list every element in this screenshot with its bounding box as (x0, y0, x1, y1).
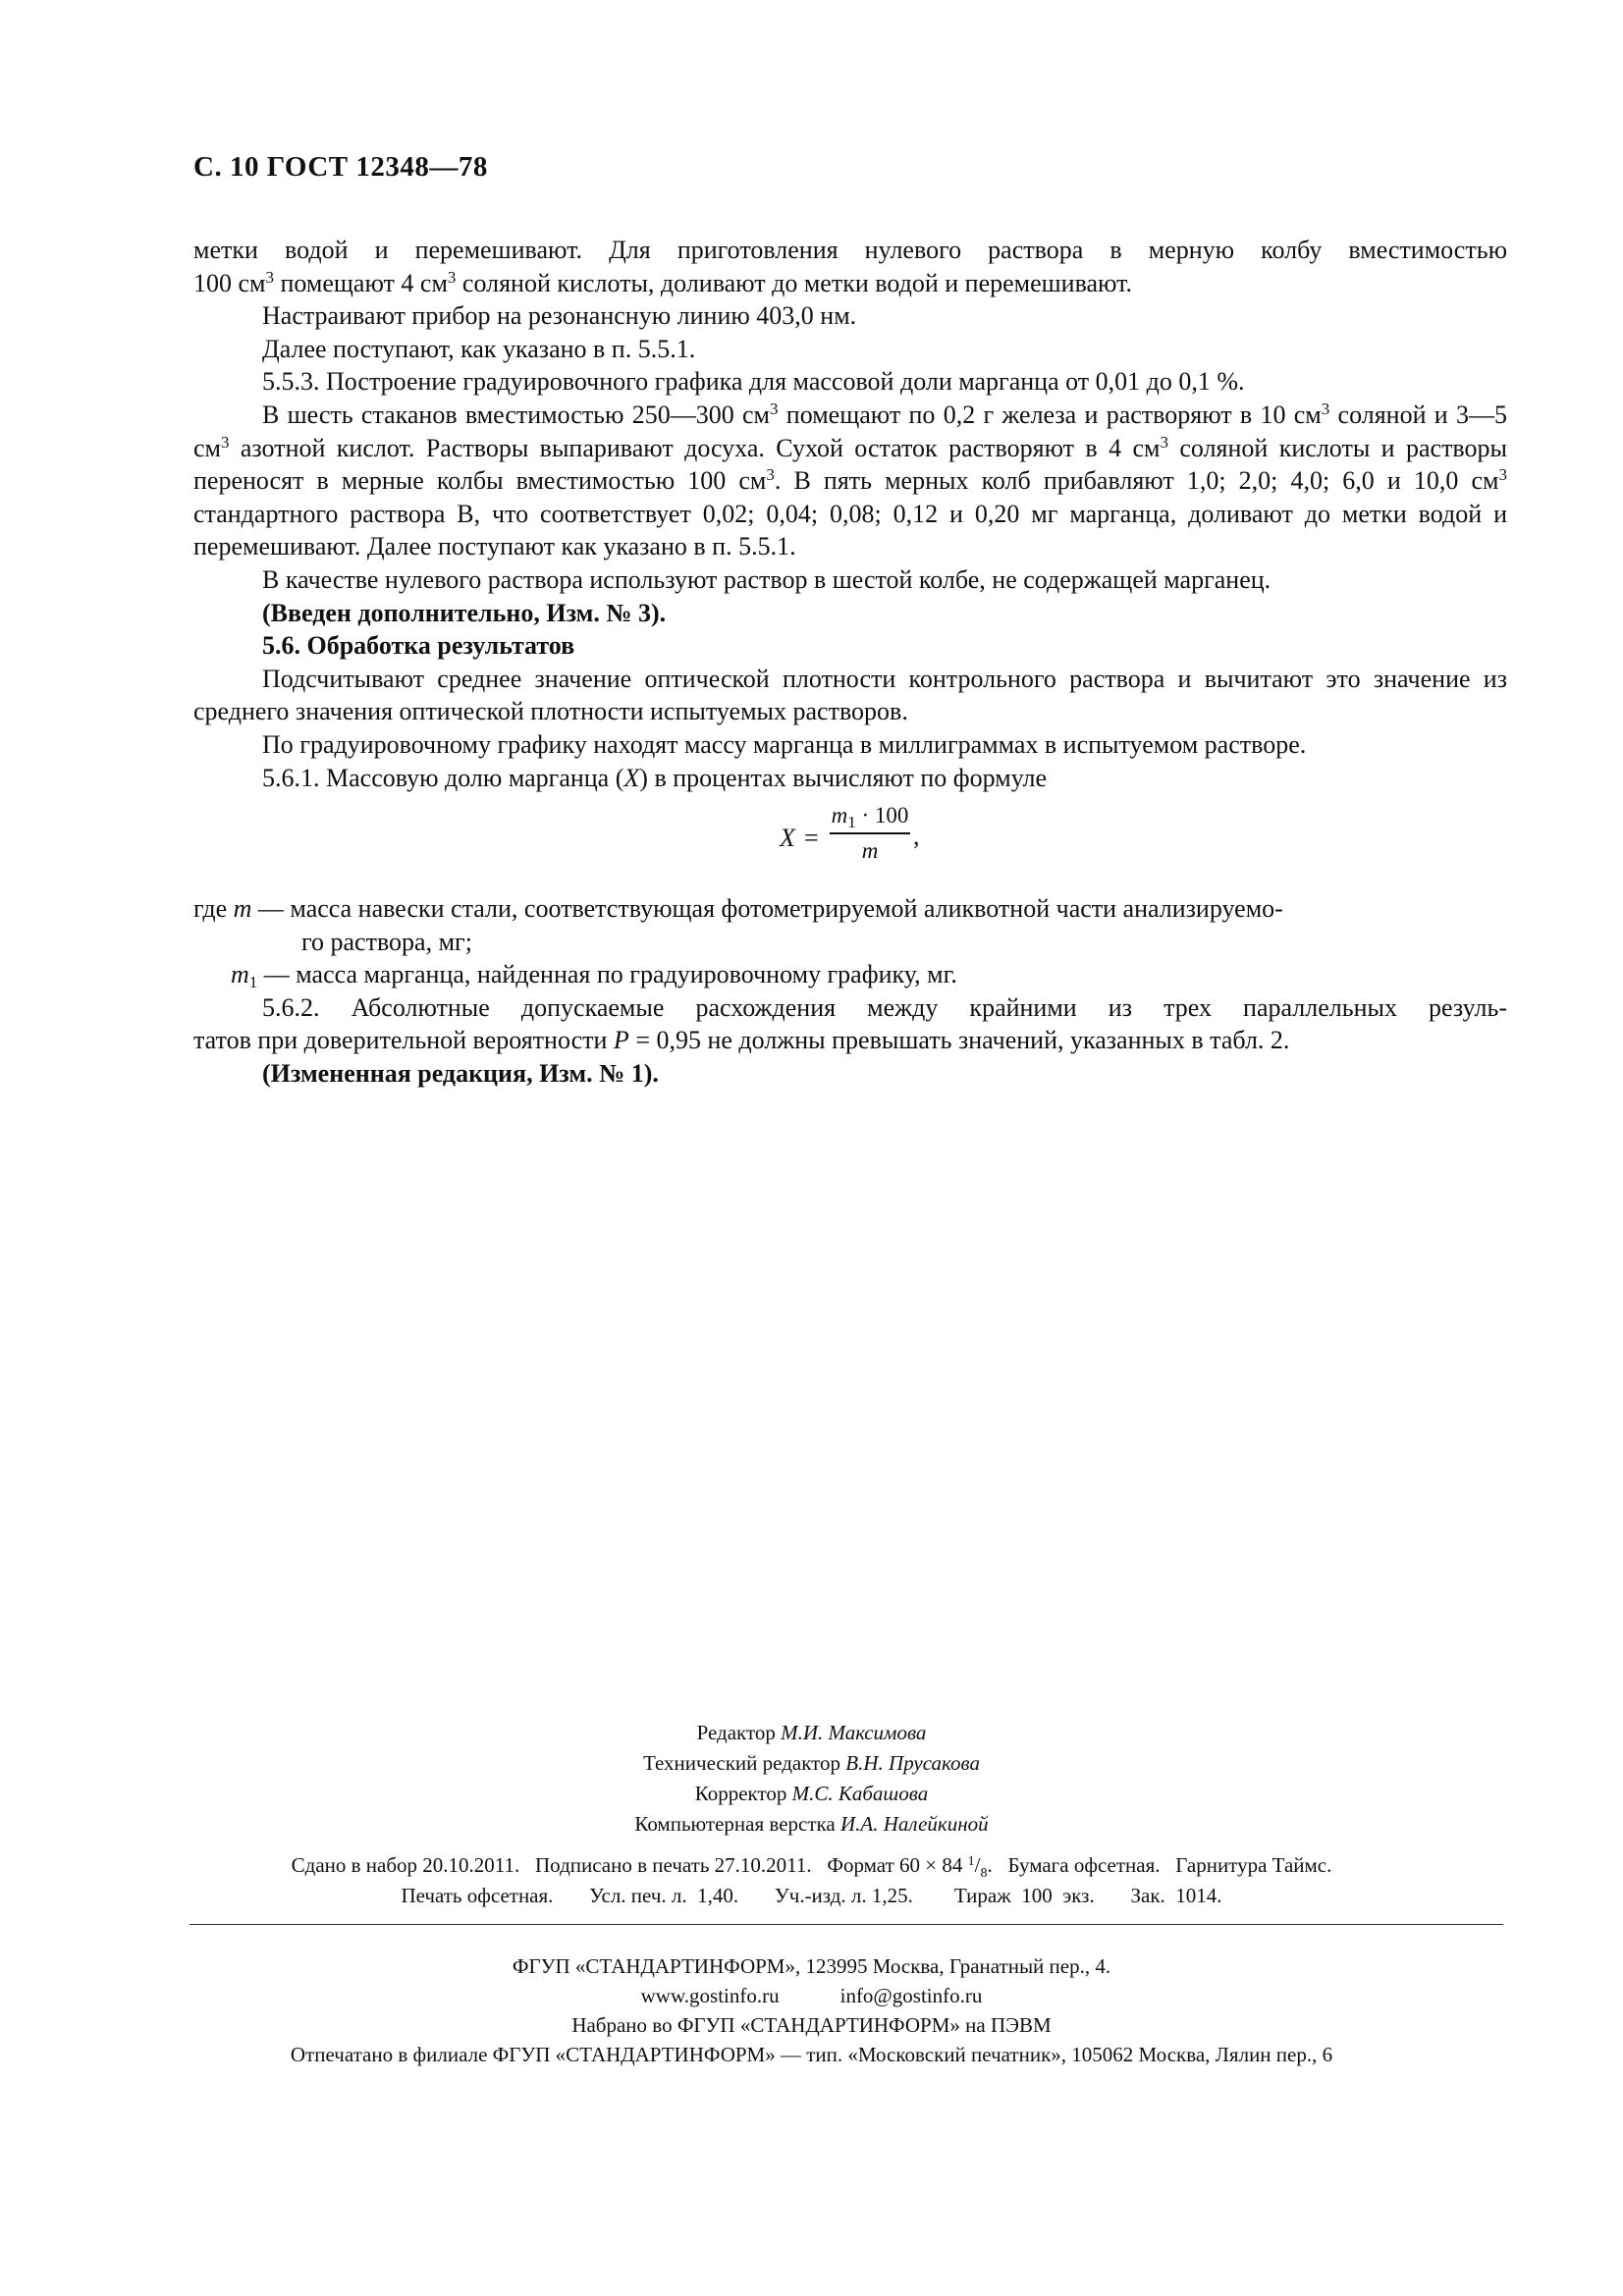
credit-tech-editor: Технический редактор В.Н. Прусакова (642, 1751, 981, 1775)
body-text (193, 234, 1507, 1091)
paragraph-next: Далее поступают, как указано в п. 5.5.1. (262, 334, 696, 363)
section-5-6-1: 5.6.1. Массовую долю марганца (X) в процентах вычисляют по формуле (262, 763, 1048, 792)
org-website: www.gostinfo.ru (640, 1984, 780, 2007)
amendment-note-3: (Введен дополнительно, Изм. № 3). (262, 598, 667, 627)
org-printed: Отпечатано в филиале ФГУП «СТАНДАРТИНФОРМ» — тип. «Московский печатник», 105062 Москва, Лялин пер., 6 (290, 2043, 1333, 2066)
where-m-definition: где m — масса навески стали, соответствующая фотометрируемой аликвотной части анализируемо- го раствора, мг; (193, 894, 1283, 956)
org-typeset: Набрано во ФГУП «СТАНДАРТИНФОРМ» на ПЭВМ (571, 2013, 1052, 2037)
publication-row-2: Печать офсетная. Усл. печ. л. 1,40. Уч.-изд. л. 1,25. Тираж 100 экз. Зак. 1014. (401, 1884, 1222, 1907)
paragraph-six-beakers: В шесть стаканов вместимостью 250—300 $см^3$ помещают по 0,2 г железа и растворяют в 10 $см^3$ соляной и 3—5 $см^3$ азотной кислот. Растворы выпаривают досуха. Сухой остаток растворяют в 4 $см^3$ соляной кислоты и растворы переносят в мерные колбы вместимостью 100 $см^3$. В пять мерных колб прибавляют 1,0; 2,0; 4,0; 6,0 и 10,0 $см^3$ стандартного раствора В, что соответствует 0,02; 0,04; 0,08; 0,12 и 0,20 мг марганца, доливают до метки водой и перемешивают. Далее поступают как указано в п. 5.5.1. (193, 399, 1507, 561)
formula-lhs: X (780, 824, 795, 853)
paragraph-continued: метки водой и перемешивают. Для приготовления нулевого раствора в мерную колбу вместимостью (193, 236, 1507, 264)
section-5-6-title: 5.6. Обработка результатов (262, 631, 575, 661)
formula-denominator: m (861, 837, 879, 863)
formula-equals: = (804, 824, 819, 853)
paragraph-zero-solution: 100 $см^3$ помещают 4 $см^3$ соляной кислоты, доливают до метки водой и перемешивают. (193, 267, 1133, 297)
publication-info (0, 1850, 1623, 1911)
amendment-note-1: (Измененная редакция, Изм. № 1). (262, 1059, 659, 1089)
paragraph-compute-mean: Подсчитывают среднее значение оптической плотности контрольного раствора и вычитают это значение из среднего значения оптической плотности испытуемых растворов. (193, 664, 1507, 726)
credits (0, 1718, 1623, 1840)
section-5-6-2: 5.6.2. Абсолютные допускаемые расхождения между крайними из трех параллельных резуль- (262, 992, 1507, 1022)
formula-fraction-bar (830, 832, 910, 834)
section-5-6-2-cont: татов при доверительной вероятности P = 0,95 не должны превышать значений, указанных в табл. 2. (193, 1026, 1290, 1055)
formula-numerator: $m_1 \cdot 100$ (831, 803, 909, 832)
where-m1-definition: $m_1$ — масса марганца, найденная по градуировочному графику, мг. (231, 960, 957, 992)
formula (193, 802, 1507, 879)
org-email: info@gostinfo.ru (839, 1984, 983, 2007)
credit-layout: Компьютерная верстка И.А. Налейкиной (634, 1812, 989, 1836)
formula-fraction (830, 802, 957, 865)
paragraph-zero-flask: В качестве нулевого раствора используют раствор в шестой колбе, не содержащей марганец. (262, 564, 1271, 594)
publication-row-1: Сдано в набор 20.10.2011. Подписано в печать 27.10.2011. Формат 60 × 84 $^1/_8$. Бумага офсетная. Гарнитура Таймс. (291, 1853, 1332, 1881)
org-contacts (0, 1981, 1623, 2010)
page-header: С. 10 ГОСТ 12348—78 (193, 151, 488, 183)
paragraph-resonance: Настраивают прибор на резонансную линию 403,0 нм. (262, 301, 857, 331)
section-5-5-3: 5.5.3. Построение градуировочного графика для массовой доли марганца от 0,01 до 0,1 %. (262, 367, 1245, 397)
organization-info (0, 1951, 1623, 2069)
paragraph-calibration: По градуировочному графику находят массу марганца в миллиграммах в испытуемом растворе. (262, 729, 1307, 759)
credit-editor: Редактор М.И. Максимова (696, 1721, 927, 1744)
org-address: ФГУП «СТАНДАРТИНФОРМ», 123995 Москва, Гранатный пер., 4. (512, 1954, 1111, 1978)
credit-corrector: Корректор М.С. Кабашова (694, 1782, 929, 1805)
divider-line (189, 1924, 1503, 1925)
formula-comma: , (913, 822, 920, 851)
